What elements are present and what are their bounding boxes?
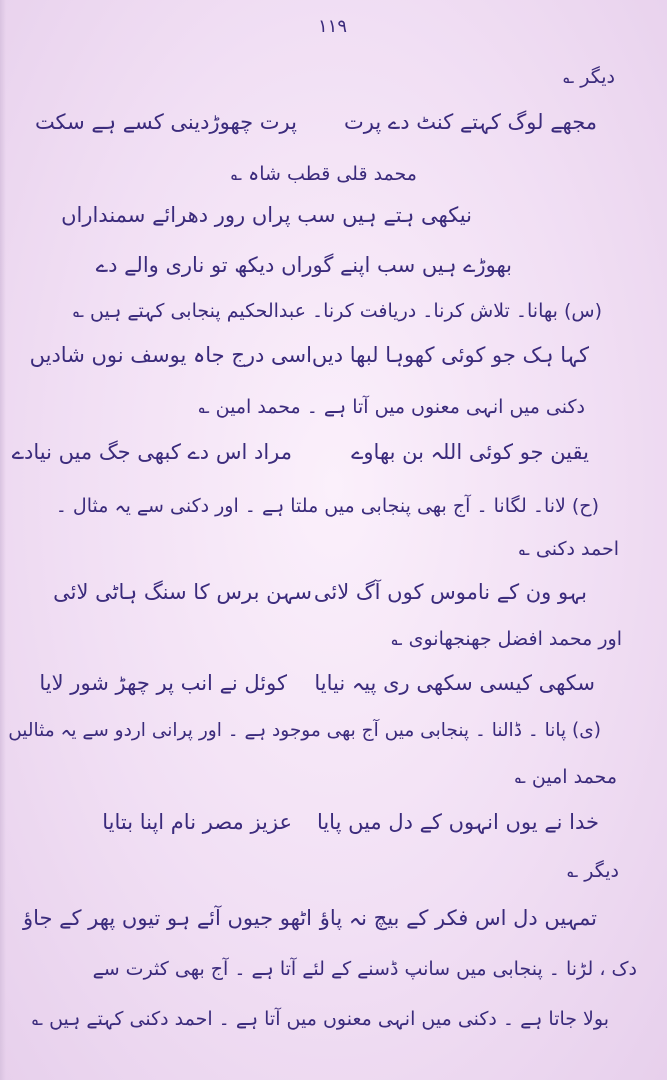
heading-quli-qutb-shah: محمد قلی قطب شاہ ؎ bbox=[230, 163, 417, 185]
verse-6-second-hemistich: سہن برس کا سنگ ہاٹی لائی bbox=[53, 580, 312, 604]
paragraph-1: (س) بھانا۔ تلاش کرنا۔ دریافت کرنا۔ عبدالحکیم پنجابی کہتے ہیں ؎ bbox=[72, 300, 602, 322]
paragraph-6: بولا جاتا ہے ۔ دکنی میں انہی معنوں میں آتا ہے ۔ احمد دکنی کہتے ہیں ؎ bbox=[31, 1008, 609, 1030]
verse-1-first-hemistich: مجھے لوگ کہتے کنٹ دے پرت bbox=[344, 110, 597, 134]
verse-9-second-hemistich: اٹھو جیوں آئے ہو تیوں پھر کے جاؤ bbox=[22, 906, 312, 930]
verse-4-second-hemistich: اسی درج جاہ یوسف نوں شادیں bbox=[29, 343, 312, 367]
heading-muhammad-afzal: اور محمد افضل جھنجھانوی ؎ bbox=[391, 628, 622, 650]
page-number: ۱۱۹ bbox=[318, 16, 348, 37]
verse-1-second-hemistich: پرت چھوڑدینی کسے ہے سکت bbox=[34, 110, 297, 134]
verse-5-second-hemistich: مراد اس دے کبھی جگ میں نیادے bbox=[11, 440, 292, 464]
verse-8-first-hemistich: خدا نے یوں انہوں کے دل میں پایا bbox=[316, 810, 599, 834]
verse-8-second-hemistich: عزیز مصر نام اپنا بتایا bbox=[102, 810, 292, 834]
paragraph-2: دکنی میں انہی معنوں میں آتا ہے ۔ محمد امین ؎ bbox=[198, 396, 585, 418]
heading-ahmad-dakani-1: احمد دکنی ؎ bbox=[518, 538, 619, 560]
page-edge-shadow bbox=[0, 0, 6, 1080]
paragraph-4: (ی) پانا ۔ ڈالنا ۔ پنجابی میں آج بھی موجود ہے ۔ اور پرانی اردو سے یہ مثالیں bbox=[8, 720, 601, 741]
verse-7-second-hemistich: کوئل نے انب پر چھڑ شور لایا bbox=[39, 671, 287, 695]
heading-digar-1: دیگر ؎ bbox=[563, 66, 615, 88]
verse-9-first-hemistich: تمہیں دل اس فکر کے بیچ نہ پاؤ bbox=[319, 906, 597, 930]
heading-muhammad-amin: محمد امین ؎ bbox=[514, 766, 617, 788]
verse-7-first-hemistich: سکھی کیسی سکھی ری پیہ نیایا bbox=[314, 671, 595, 695]
verse-6-first-hemistich: بہو ون کے ناموس کوں آگ لائی bbox=[313, 580, 587, 604]
verse-5-first-hemistich: یقین جو کوئی اللہ بن بھاوے bbox=[351, 440, 589, 464]
heading-digar-2: دیگر ؎ bbox=[567, 860, 619, 882]
verse-4-first-hemistich: کہا ہک جو کوئی کھوہا لبھا دیں bbox=[311, 343, 589, 367]
verse-3: بھوڑے ہیں سب اپنے گوراں دیکھ تو ناری والے دے bbox=[95, 253, 512, 277]
paragraph-5: دک ، لڑنا ۔ پنجابی میں سانپ ڈسنے کے لئے آتا ہے ۔ آج بھی کثرت سے bbox=[92, 958, 637, 980]
paragraph-3: (ح) لانا۔ لگانا ۔ آج بھی پنجابی میں ملتا ہے ۔ اور دکنی سے یہ مثال ۔ bbox=[55, 495, 599, 517]
verse-2: نیکھی ہتے ہیں سب پراں رور دھرائے سمنداراں bbox=[61, 203, 472, 227]
